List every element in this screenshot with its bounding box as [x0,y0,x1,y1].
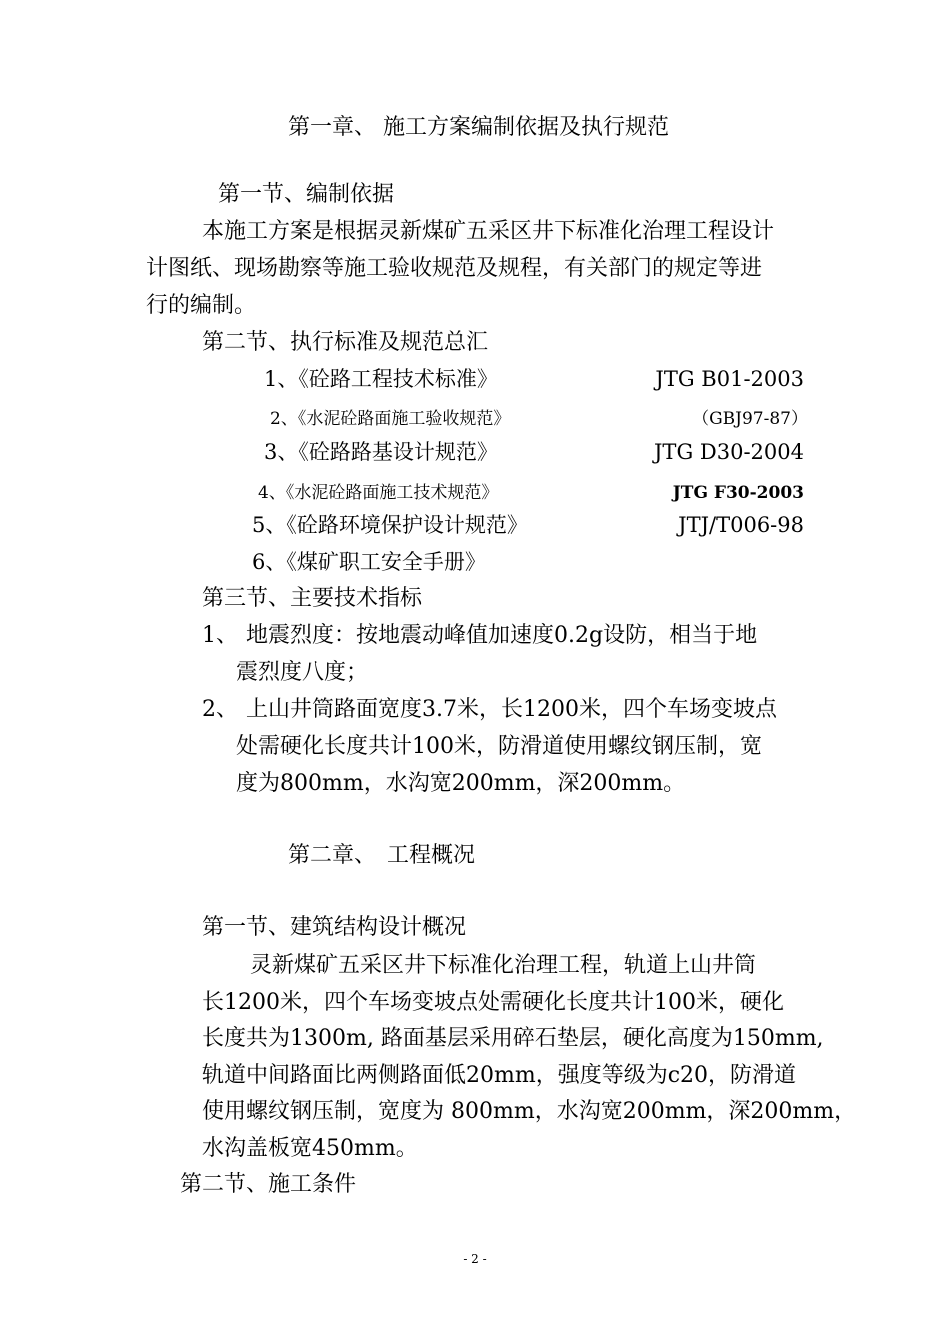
chapter-1-title: 第一章、 施工方案编制依据及执行规范 [288,115,669,140]
reference-name: 6、《煤矿职工安全手册》 [252,550,486,574]
paragraph-line: 使用螺纹钢压制，宽度为 800mm，水沟宽200mm，深200mm， [202,1099,857,1124]
page-number: - 2 - [463,1252,487,1266]
reference-name: 3、《砼路路基设计规范》 [264,440,498,464]
reference-code: JTG B01-2003 [655,367,804,391]
list-item-line: 度为800mm，水沟宽200mm，深200mm。 [236,771,686,796]
list-item-line: 地震烈度：按地震动峰值加速度0.2g设防，相当于地 [246,623,758,648]
paragraph-line: 行的编制。 [146,293,257,318]
list-item-line: 上山井筒路面宽度3.7米，长1200米，四个车场变坡点 [246,697,777,722]
reference-code: JTG F30-2003 [672,483,804,503]
paragraph-line: 计图纸、现场勘察等施工验收规范及规程，有关部门的规定等进 [146,256,763,281]
section-1-2-title: 第二节、执行标准及规范总汇 [202,330,489,355]
reference-name: 5、《砼路环境保护设计规范》 [252,513,528,537]
list-item-line: 处需硬化长度共计100米，防滑道使用螺纹钢压制，宽 [236,734,762,759]
paragraph-line: 轨道中间路面比两侧路面低20mm，强度等级为c20，防滑道 [202,1063,797,1088]
list-number: 1、 [202,623,238,648]
reference-name: 4、《水泥砼路面施工技术规范》 [258,483,499,503]
paragraph-line: 本施工方案是根据灵新煤矿五采区井下标准化治理工程设计 [202,219,775,244]
list-item-line: 震烈度八度； [236,660,369,685]
paragraph-line: 长度共为1300m, 路面基层采用碎石垫层，硬化高度为150mm, [202,1026,824,1051]
paragraph-line: 水沟盖板宽450mm。 [202,1136,418,1161]
section-2-2-title: 第二节、施工条件 [180,1172,357,1197]
section-2-1-title: 第一节、建筑结构设计概况 [202,915,467,940]
reference-code: JTG D30-2004 [654,440,804,464]
section-1-1-title: 第一节、编制依据 [218,182,395,207]
paragraph-line: 灵新煤矿五采区井下标准化治理工程，轨道上山井筒 [250,953,757,978]
reference-code: JTJ/T006-98 [678,513,804,537]
reference-name: 2、《水泥砼路面施工验收规范》 [270,409,511,429]
reference-name: 1、《砼路工程技术标准》 [264,367,498,391]
list-number: 2、 [202,697,238,722]
paragraph-line: 长1200米，四个车场变坡点处需硬化长度共计100米，硬化 [202,990,784,1015]
chapter-2-title: 第二章、 工程概况 [288,843,476,868]
section-1-3-title: 第三节、主要技术指标 [202,586,423,611]
reference-code: （GBJ97-87） [692,409,808,429]
